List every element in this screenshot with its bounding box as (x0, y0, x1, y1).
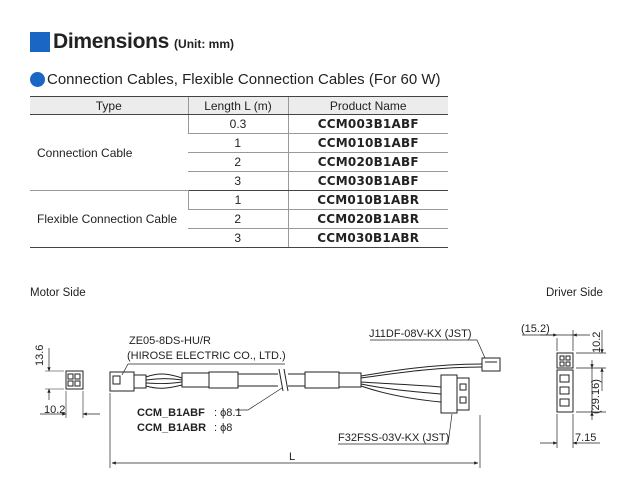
length-cell: 3 (188, 172, 288, 191)
dim-driver-offset: (15.2) (521, 323, 550, 335)
heading-unit: (Unit: mm) (174, 37, 235, 51)
product-cell: CCM020B1ABR (288, 210, 448, 229)
col-header-product: Product Name (288, 97, 448, 115)
product-cell: CCM020B1ABF (288, 153, 448, 172)
length-cell: 1 (188, 134, 288, 153)
product-cell: CCM030B1ABF (288, 172, 448, 191)
col-header-type: Type (30, 97, 188, 115)
type-cell: Flexible Connection Cable (30, 191, 188, 248)
driver-side-label: Driver Side (546, 287, 603, 299)
connector1-maker: (HIROSE ELECTRIC CO., LTD.) (127, 350, 286, 362)
col-header-length: Length L (m) (188, 97, 288, 115)
length-cell: 2 (188, 153, 288, 172)
cable2-model: CCM_B1ABR (137, 422, 207, 434)
dim-driver-conn-height: 10.2 (591, 331, 603, 353)
motor-side-label: Motor Side (30, 287, 86, 299)
length-label: L (289, 451, 296, 463)
length-cell: 2 (188, 210, 288, 229)
product-cell: CCM030B1ABR (288, 229, 448, 248)
product-cell: CCM003B1ABF (288, 115, 448, 134)
length-cell: 3 (188, 229, 288, 248)
cable2-diameter: : ϕ8 (214, 422, 233, 434)
dim-motor-height: 13.6 (34, 344, 46, 366)
product-cell: CCM010B1ABF (288, 134, 448, 153)
cable1-diameter: : ϕ8.1 (214, 407, 242, 419)
cable-side-view (110, 358, 500, 413)
dim-motor-width: 10.2 (44, 404, 66, 416)
subheading-text: Connection Cables, Flexible Connection Cables (For 60 W) (47, 71, 441, 88)
connector1-part: ZE05-8DS-HU/R (129, 335, 211, 347)
connector3-part: F32FSS-03V-KX (JST) (338, 432, 450, 444)
length-cell: 1 (188, 191, 288, 210)
type-cell: Connection Cable (30, 115, 188, 191)
connector2-part: J11DF-08V-KX (JST) (369, 328, 472, 340)
driver-connectors-end-view (557, 353, 573, 412)
cable1-model: CCM_B1ABF (137, 407, 205, 419)
product-cell: CCM010B1ABR (288, 191, 448, 210)
length-cell: 0.3 (188, 115, 288, 134)
heading-title: Dimensions (53, 30, 170, 53)
dim-driver-total: (29.16) (590, 379, 602, 414)
dim-driver-width: 7.15 (575, 432, 597, 444)
